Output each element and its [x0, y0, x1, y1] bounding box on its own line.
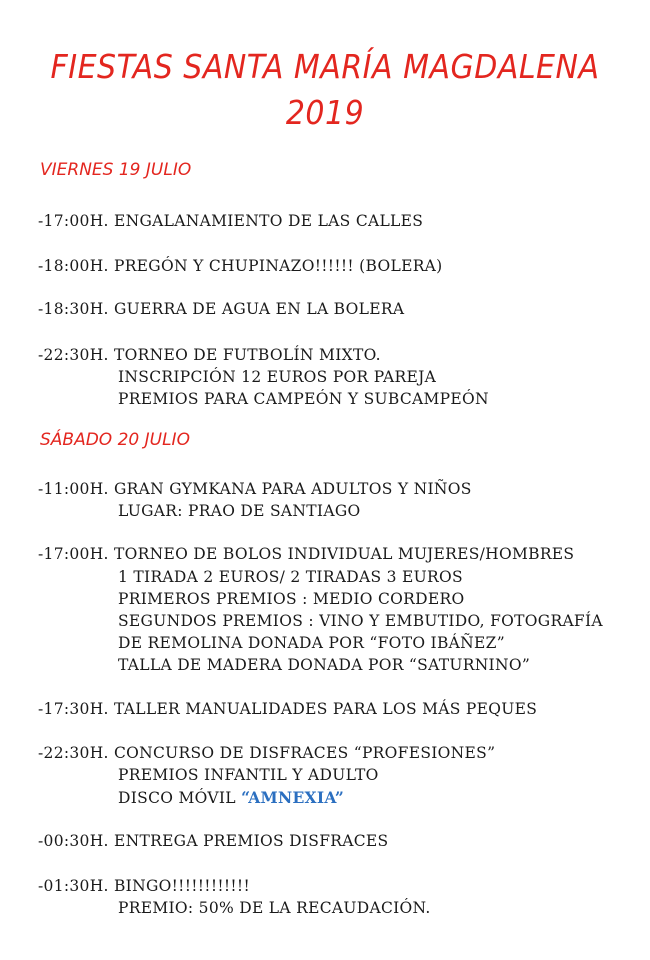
event-detail: PREMIOS PARA CAMPEÓN Y SUBCAMPEÓN	[118, 390, 489, 408]
poster-year: 2019	[285, 94, 365, 133]
event-detail: LUGAR: PRAO DE SANTIAGO	[118, 502, 361, 520]
event-line: -18:30H. GUERRA DE AGUA EN LA BOLERA	[38, 300, 405, 318]
event-detail: PREMIO: 50% DE LA RECAUDACIÓN.	[118, 899, 431, 917]
event-line: -01:30H. BINGO!!!!!!!!!!!!	[38, 877, 250, 895]
event-line: -00:30H. ENTREGA PREMIOS DISFRACES	[38, 832, 389, 850]
event-line: -18:00H. PREGÓN Y CHUPINAZO!!!!!! (BOLERA)	[38, 257, 443, 275]
event-line: -22:30H. CONCURSO DE DISFRACES “PROFESIONES”	[38, 744, 496, 762]
event-detail: SEGUNDOS PREMIOS : VINO Y EMBUTIDO, FOTOGRAFÍA	[118, 612, 603, 630]
poster-title: FIESTAS SANTA MARÍA MAGDALENA	[50, 48, 600, 87]
day-heading-sabado: SÁBADO 20 JULIO	[40, 430, 190, 450]
event-detail	[118, 788, 344, 807]
event-detail: DE REMOLINA DONADA POR “FOTO IBÁÑEZ”	[118, 634, 505, 652]
event-line: -11:00H. GRAN GYMKANA PARA ADULTOS Y NIÑOS	[38, 480, 472, 498]
event-line: -17:00H. TORNEO DE BOLOS INDIVIDUAL MUJERES/HOMBRES	[38, 545, 575, 563]
event-line: -22:30H. TORNEO DE FUTBOLÍN MIXTO.	[38, 346, 381, 364]
disco-label: DISCO MÓVIL	[118, 789, 242, 807]
event-line: -17:00H. ENGALANAMIENTO DE LAS CALLES	[38, 212, 424, 230]
day-heading-viernes: VIERNES 19 JULIO	[40, 160, 192, 180]
event-detail: PRIMEROS PREMIOS : MEDIO CORDERO	[118, 590, 465, 608]
event-detail: 1 TIRADA 2 EUROS/ 2 TIRADAS 3 EUROS	[118, 568, 463, 586]
event-detail: PREMIOS INFANTIL Y ADULTO	[118, 766, 379, 784]
event-line: -17:30H. TALLER MANUALIDADES PARA LOS MÁS PEQUES	[38, 700, 538, 718]
dj-name-highlight: “AMNEXIA”	[241, 788, 345, 807]
event-detail: INSCRIPCIÓN 12 EUROS POR PAREJA	[118, 368, 437, 386]
event-detail: TALLA DE MADERA DONADA POR “SATURNINO”	[118, 656, 531, 674]
